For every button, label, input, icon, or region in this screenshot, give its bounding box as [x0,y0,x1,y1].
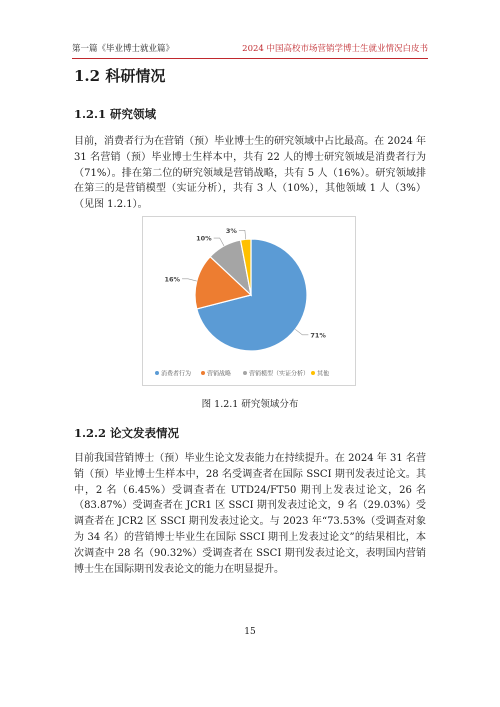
pie-leader-line-2 [214,238,224,246]
paragraph-research-field: 目前，消费者行为在营销（预）毕业博士生的研究领域中占比最高。在 2024 年 31 名营销（预）毕业博士生样本中，共有 22 人的博士研究领域是消费者行为（71%）。排在第二位的研究领域是营销战略，共有 5 人（16%）。研究领域排在第三的是营销模型（实证分析），共有 3 人（10%），其他领域 1 人（3%）（见图 1.2.1）。 [74,136,426,211]
pie-data-label-1: 16% [164,275,181,284]
legend-label-1: 营销战略 [207,370,232,378]
pie-leader-line-0 [295,329,308,335]
pie-data-label-0: 71% [310,331,326,340]
subsection-title-publications: 1.2.2 论文发表情况 [74,426,180,440]
pie-chart [142,216,356,386]
running-header [72,44,428,59]
paragraph-publications: 目前我国营销博士（预）毕业生论文发表能力在持续提升。在 2024 年 31 名营销（预）毕业博士生样本中，28 名受调查者在国际 SSCI 期刊发表过论文。其中，2 名（6.45%）受调查者在 UTD24/FT50 期刊上发表过论文，26 名（83.87%）受调查者在 JCR1 区 SSCI 期刊发表过论文，9 名（29.03%）受调查者在 JCR2 区 SSCI 期刊发表过论文。与 2023 年“73.53%（受调查对象为 34 名）的营销博士毕业生在国际 SSCI 期刊上发表过论文”的结果相比，本次调查中 28 名（90.32%）受调查者在 SSCI 期刊发表过论文，表明国内营销博士生在国际期刊发表论文的能力在明显提升。 [74,453,426,575]
legend-label-2: 营销模型（实证分析） [249,370,310,378]
pie-leader-line-3 [239,230,246,239]
figure-caption: 图 1.2.1 研究领域分布 [201,399,299,410]
header-left: 第一篇《毕业博士就业篇》 [72,44,175,54]
section-title: 1.2 科研情况 [74,67,166,85]
legend-marker-2 [243,371,247,375]
legend-marker-0 [155,371,159,375]
pie-data-label-2: 10% [196,234,212,243]
legend-label-0: 消费者行为 [161,370,192,378]
legend-marker-1 [201,371,205,375]
legend-marker-3 [311,371,315,375]
subsection-title-research-field: 1.2.1 研究领域 [74,107,157,121]
page-number: 15 [244,627,256,637]
pie-leader-line-1 [182,279,197,281]
header-right: 2024 中国高校市场营销学博士生就业情况白皮书 [242,44,428,54]
pie-data-label-3: 3% [225,226,237,235]
pie-chart-svg [143,217,355,385]
legend-label-3: 其他 [317,370,330,378]
